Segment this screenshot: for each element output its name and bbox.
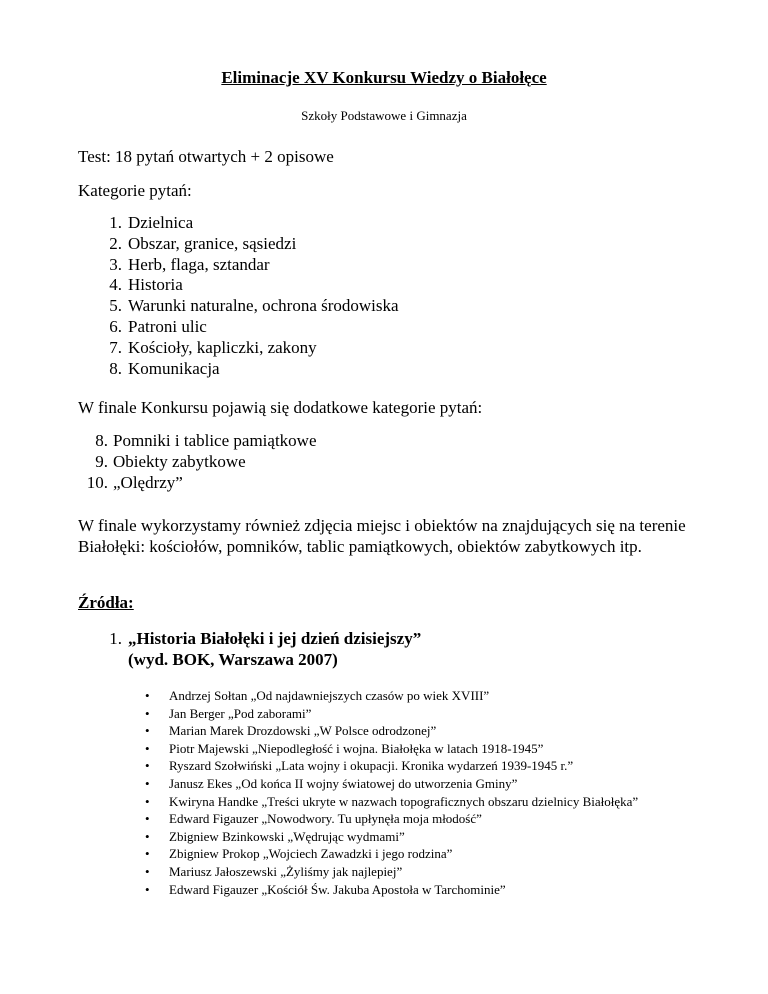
bullet-icon: •	[145, 775, 150, 791]
bullet-icon: •	[145, 740, 150, 756]
bullet-icon: •	[145, 705, 150, 721]
final-category-item: 10. „Olędrzy”	[86, 473, 183, 492]
category-item: 2. Obszar, granice, sąsiedzi	[109, 233, 297, 253]
article-item: • Mariusz Jałoszewski „Żyliśmy jak najlepiej”	[145, 863, 403, 879]
bullet-icon: •	[145, 863, 150, 879]
article-item: • Zbigniew Bzinkowski „Wędrując wydmami”	[145, 828, 405, 844]
category-item: 6. Patroni ulic	[109, 316, 207, 336]
categories-heading: Kategorie pytań:	[78, 181, 192, 200]
final-category-item: 9. Obiekty zabytkowe	[95, 452, 246, 471]
source-number: 1.	[109, 629, 122, 648]
article-item: • Zbigniew Prokop „Wojciech Zawadzki i jego rodzina”	[145, 846, 453, 862]
category-item: 4. Historia	[109, 275, 183, 295]
document-title: Eliminacje XV Konkursu Wiedzy o Białołęce	[221, 68, 547, 87]
article-item: • Andrzej Sołtan „Od najdawniejszych czasów po wiek XVIII”	[145, 688, 490, 703]
category-item: 5. Warunki naturalne, ochrona środowiska	[109, 296, 399, 316]
article-item: • Piotr Majewski „Niepodległość i wojna. Białołęka w latach 1918-1945”	[145, 740, 544, 756]
categories-list	[100, 213, 399, 379]
test-info: Test: 18 pytań otwartych + 2 opisowe	[78, 147, 334, 166]
source-title: „Historia Białołęki i jej dzień dzisiejszy”	[128, 629, 422, 648]
articles-list	[145, 687, 689, 898]
source-item	[100, 628, 421, 670]
bullet-icon: •	[145, 723, 150, 739]
bullet-icon: •	[145, 811, 150, 827]
bullet-icon: •	[145, 846, 150, 862]
final-category-item: 8. Pomniki i tablice pamiątkowe	[95, 431, 317, 450]
bullet-icon: •	[145, 828, 150, 844]
category-item: 8. Komunikacja	[109, 358, 220, 378]
article-item: • Janusz Ekes „Od końca II wojny światowej do utworzenia Gminy”	[145, 775, 518, 791]
final-categories-list	[78, 430, 317, 493]
bullet-icon: •	[145, 758, 150, 774]
bullet-icon: •	[145, 793, 150, 809]
bullet-icon: •	[145, 688, 150, 703]
document-subtitle: Szkoły Podstawowe i Gimnazja	[301, 108, 467, 123]
photos-note: W finale wykorzystamy również zdjęcia miejsc i obiektów na znajdujących się na terenie Białołęki: kościołów, pomników, tablic pamiątkowych, obiektów zabytkowych itp.	[78, 516, 686, 556]
category-item: 3. Herb, flaga, sztandar	[109, 254, 270, 274]
article-item: • Kwiryna Handke „Treści ukryte w nazwach topograficznych obszaru dzielnicy Białołęka”	[145, 793, 639, 809]
article-item: • Edward Figauzer „Nowodwory. Tu upłynęła moja młodość”	[145, 811, 482, 827]
final-intro: W finale Konkursu pojawią się dodatkowe kategorie pytań:	[78, 398, 483, 417]
article-item: • Jan Berger „Pod zaborami”	[145, 705, 312, 721]
article-item: • Edward Figauzer „Kościół Św. Jakuba Apostoła w Tarchominie”	[145, 881, 506, 897]
category-item: 7. Kościoły, kapliczki, zakony	[109, 337, 317, 357]
article-item: • Ryszard Szołwiński „Lata wojny i okupacji. Kronika wydarzeń 1939-1945 r.”	[145, 758, 574, 774]
article-item: • Marian Marek Drozdowski „W Polsce odrodzonej”	[145, 723, 437, 739]
bullet-icon: •	[145, 881, 150, 897]
category-item: 1. Dzielnica	[109, 213, 194, 232]
source-publisher: (wyd. BOK, Warszawa 2007)	[128, 650, 338, 669]
sources-heading: Źródła:	[78, 593, 134, 612]
